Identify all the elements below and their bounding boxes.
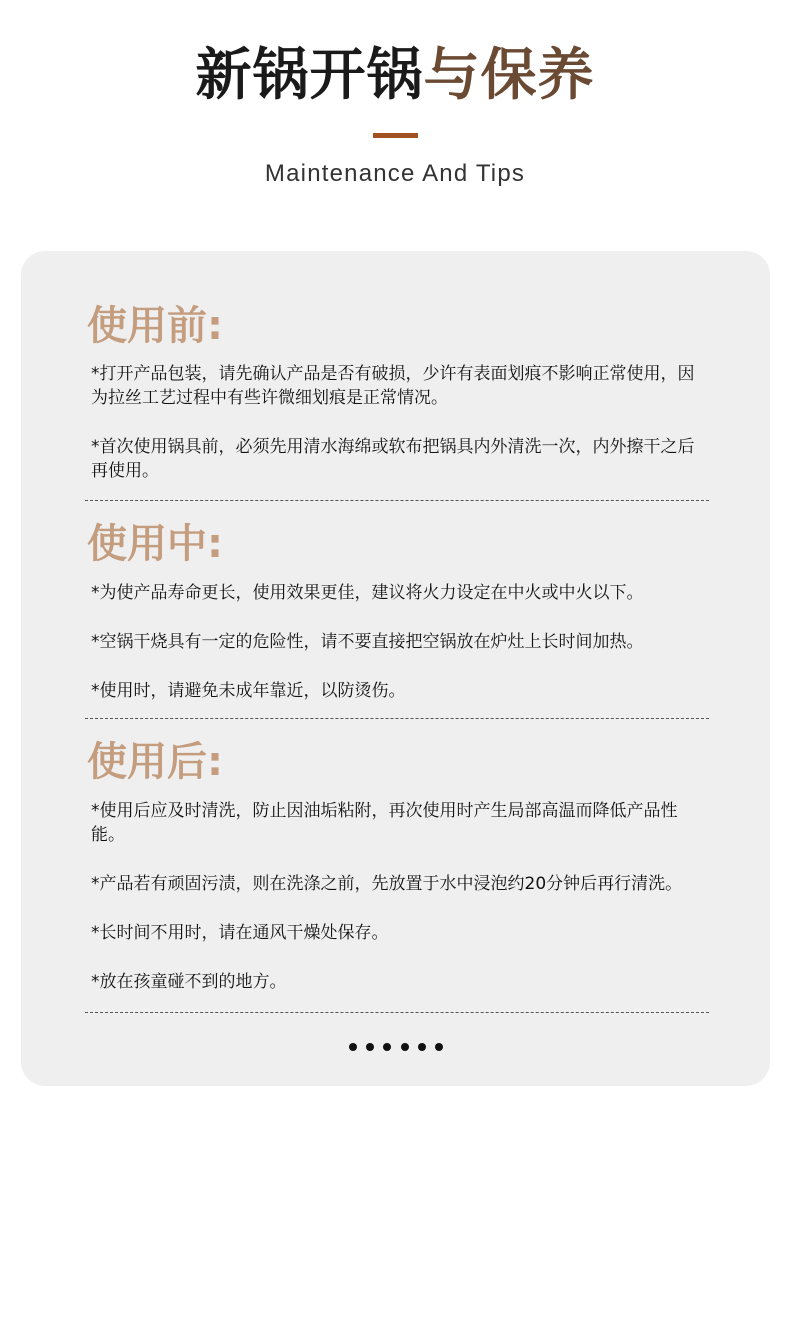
section-title: 使用后: — [87, 739, 223, 785]
section-paragraph: *产品若有顽固污渍，则在洗涤之前，先放置于水中浸泡约20分钟后再行清洗。 — [91, 874, 683, 894]
dot-icon — [401, 1043, 409, 1051]
section-paragraph: *使用时，请避免未成年靠近，以防烫伤。 — [91, 681, 406, 701]
dot-icon — [418, 1043, 426, 1051]
page-title — [0, 38, 790, 114]
page-title-part1: 新锅开锅 — [195, 43, 424, 108]
section-after-use — [87, 737, 709, 994]
section-divider — [85, 1012, 709, 1013]
section-during-use — [87, 519, 709, 703]
section-title: 使用中: — [87, 521, 223, 567]
section-divider — [85, 718, 709, 719]
section-paragraph: *为使产品寿命更长，使用效果更佳，建议将火力设定在中火或中火以下。 — [91, 583, 644, 603]
dot-icon — [349, 1043, 357, 1051]
page-header — [0, 0, 790, 250]
section-paragraph: *放在孩童碰不到的地方。 — [91, 972, 287, 992]
dot-icon — [435, 1043, 443, 1051]
section-divider — [85, 500, 709, 501]
title-accent-bar — [373, 133, 418, 138]
tips-card — [21, 251, 770, 1086]
dot-icon — [366, 1043, 374, 1051]
section-paragraph: *使用后应及时清洗，防止因油垢粘附，再次使用时产生局部高温而降低产品性能。 — [91, 801, 678, 845]
dot-icon — [383, 1043, 391, 1051]
section-before-use — [87, 301, 709, 483]
section-paragraph: *首次使用锅具前，必须先用清水海绵或软布把锅具内外清洗一次，内外擦干之后再使用。 — [91, 437, 695, 481]
page-title-part2: 与保养 — [423, 43, 595, 108]
section-paragraph: *空锅干烧具有一定的危险性，请不要直接把空锅放在炉灶上长时间加热。 — [91, 632, 644, 652]
section-paragraph: *长时间不用时，请在通风干燥处保存。 — [91, 923, 389, 943]
more-dots-indicator — [349, 1042, 443, 1052]
page-subtitle: Maintenance And Tips — [264, 160, 526, 187]
section-title: 使用前: — [87, 303, 223, 349]
section-paragraph: *打开产品包装，请先确认产品是否有破损，少许有表面划痕不影响正常使用，因为拉丝工艺过程中有些许微细划痕是正常情况。 — [91, 364, 695, 408]
